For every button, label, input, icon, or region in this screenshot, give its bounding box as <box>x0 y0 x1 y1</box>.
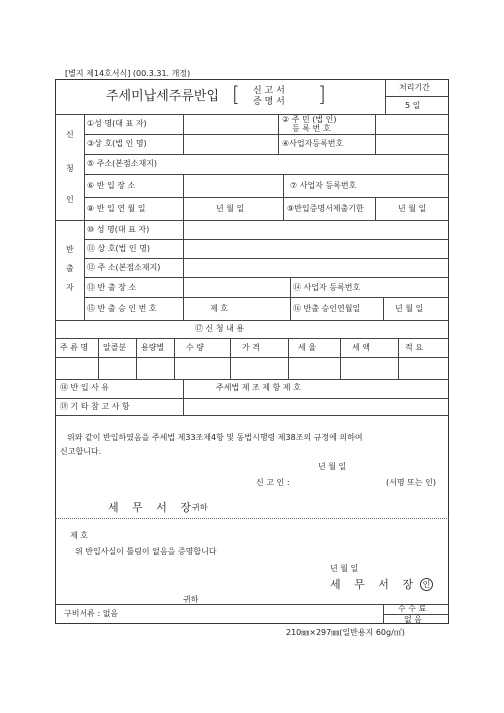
form-number: [별지 제14호서식] (00.3.31. 개정) <box>65 69 191 78</box>
title-option-report: 신 고 서 <box>253 86 285 96</box>
certificate-deadline-label: ⑨반입증명서제출기한 <box>287 204 364 213</box>
shipper-address-label: ⑫ 주 소(본점소재지) <box>87 263 161 272</box>
shipping-approval-number-label: ⑮ 반 출 승 인 번 호 <box>87 304 157 313</box>
shipper-company-label: ⑪ 상 호(법 인 명) <box>87 244 151 253</box>
title-bracket-right: ] <box>318 82 326 106</box>
declaration-text-line2: 신고합니다. <box>60 447 102 456</box>
title-option-certificate: 증 명 서 <box>253 97 285 107</box>
certificate-number[interactable]: 제 호 <box>70 531 88 540</box>
applicant-section-label-3: 인 <box>66 195 74 204</box>
declaration-addressee-suffix: 귀하 <box>192 503 208 512</box>
title-bracket-left: [ <box>232 82 240 106</box>
column-price: 가 격 <box>242 343 260 352</box>
other-notes-label: ⑲ 기 타 참 고 사 항 <box>60 402 130 411</box>
applicant-business-number-field[interactable] <box>377 136 447 152</box>
certificate-date[interactable]: 년 월 일 <box>330 564 359 573</box>
certificate-addressee-suffix: 귀하 <box>183 595 199 604</box>
certificate-issuer: 세 무 서 장 <box>330 578 418 591</box>
import-place-field[interactable] <box>185 176 281 195</box>
column-remarks: 적 요 <box>405 343 423 352</box>
import-reason-label: ⑱ 반 입 사 유 <box>60 383 110 392</box>
applicant-section-label-1: 신 <box>66 130 74 139</box>
section-divider <box>55 518 449 519</box>
shipping-place-field[interactable] <box>185 279 288 296</box>
form-title: 주세미납세주류반입 <box>106 89 220 104</box>
applicant-resident-number-label-line2: 등 록 번 호 <box>292 124 331 133</box>
processing-period-label: 처리기간 <box>399 83 430 92</box>
applicant-business-number-label: ④사업자등록번호 <box>282 139 344 148</box>
seal-icon <box>420 578 433 591</box>
applicant-resident-number-label-line1: ② 주 민 (법 인) <box>282 115 337 124</box>
shipper-address-field[interactable] <box>185 259 447 276</box>
applicant-company-label: ③상 호(법 인 명) <box>87 139 147 148</box>
applicant-company-field[interactable] <box>185 136 275 152</box>
declaration-addressee: 세 무 서 장 <box>108 501 196 514</box>
application-content-header: ⑰ 신 청 내 용 <box>195 324 245 333</box>
shipping-approval-number-field[interactable]: 제 호 <box>210 304 228 313</box>
applicant-name-label: ①성 명(대 표 자) <box>87 119 147 128</box>
applicant-name-field[interactable] <box>185 116 275 132</box>
applicant-address-label: ⑤ 주소(본점소재지) <box>87 159 158 168</box>
shipper-name-field[interactable] <box>185 221 447 238</box>
shipping-place-business-number-field[interactable] <box>385 279 447 296</box>
fee-value: 없 음 <box>404 615 422 624</box>
applicant-section-label-2: 청 <box>66 164 74 173</box>
certificate-text: 위 반입사실이 틀림이 없음을 증명합니다 <box>75 547 217 556</box>
shipping-place-business-number-label: ⑭ 사업자 등록번호 <box>293 283 361 292</box>
column-alcohol: 알콜분 <box>103 343 127 352</box>
shipper-company-field[interactable] <box>185 240 447 257</box>
declarant-signature[interactable]: (서명 또는 인) <box>386 478 436 487</box>
shipping-place-label: ⑬ 반 출 장 소 <box>87 283 137 292</box>
column-liquor-name: 주 류 명 <box>60 343 89 352</box>
import-date-field[interactable]: 년 월 일 <box>216 204 245 213</box>
import-place-label: ⑥ 반 입 장 소 <box>87 181 136 190</box>
column-tax-rate: 세 율 <box>298 343 316 352</box>
processing-period-value: 5 일 <box>405 101 421 110</box>
shipping-approval-date-field[interactable]: 년 월 일 <box>395 304 424 313</box>
shipper-section-label-1: 반 <box>66 245 74 254</box>
applicant-resident-number-field[interactable] <box>377 116 447 132</box>
required-documents: 구비서류 : 없음 <box>64 609 119 618</box>
applicant-address-field[interactable] <box>185 156 447 172</box>
shipper-section-label-3: 자 <box>66 283 74 292</box>
seal-text: 인 <box>420 578 433 591</box>
table-row-entry[interactable] <box>56 359 448 378</box>
fee-label: 수 수 료 <box>398 604 427 613</box>
column-tax-amount: 세 액 <box>352 343 370 352</box>
import-date-label: ⑧ 반 입 연 월 일 <box>87 204 146 213</box>
shipper-name-label: ⑩ 성 명(대 표 자) <box>87 225 150 234</box>
other-notes-field[interactable] <box>185 400 447 413</box>
import-place-business-number-field[interactable] <box>377 176 447 195</box>
paper-spec: 210㎜×297㎜(일반용지 60g/㎡) <box>286 628 405 637</box>
import-place-business-number-label: ⑦ 사업자 등록번호 <box>290 181 357 190</box>
shipping-approval-date-label: ⑯ 반출 승인연월일 <box>293 304 361 313</box>
declarant-label: 신 고 인 : <box>256 478 290 487</box>
import-reason-law[interactable]: 주세법 제 조 제 항 제 호 <box>216 383 301 392</box>
column-volume: 용량별 <box>141 343 165 352</box>
column-quantity: 수 량 <box>186 343 204 352</box>
declaration-text-line1: 위와 같이 반입하였음을 주세법 제33조제4항 및 동법시행령 제38조의 규정에 의하여 <box>67 433 363 442</box>
shipper-section-label-2: 출 <box>66 264 74 273</box>
declaration-date[interactable]: 년 월 일 <box>318 462 347 471</box>
certificate-deadline-field[interactable]: 년 월 일 <box>398 204 427 213</box>
